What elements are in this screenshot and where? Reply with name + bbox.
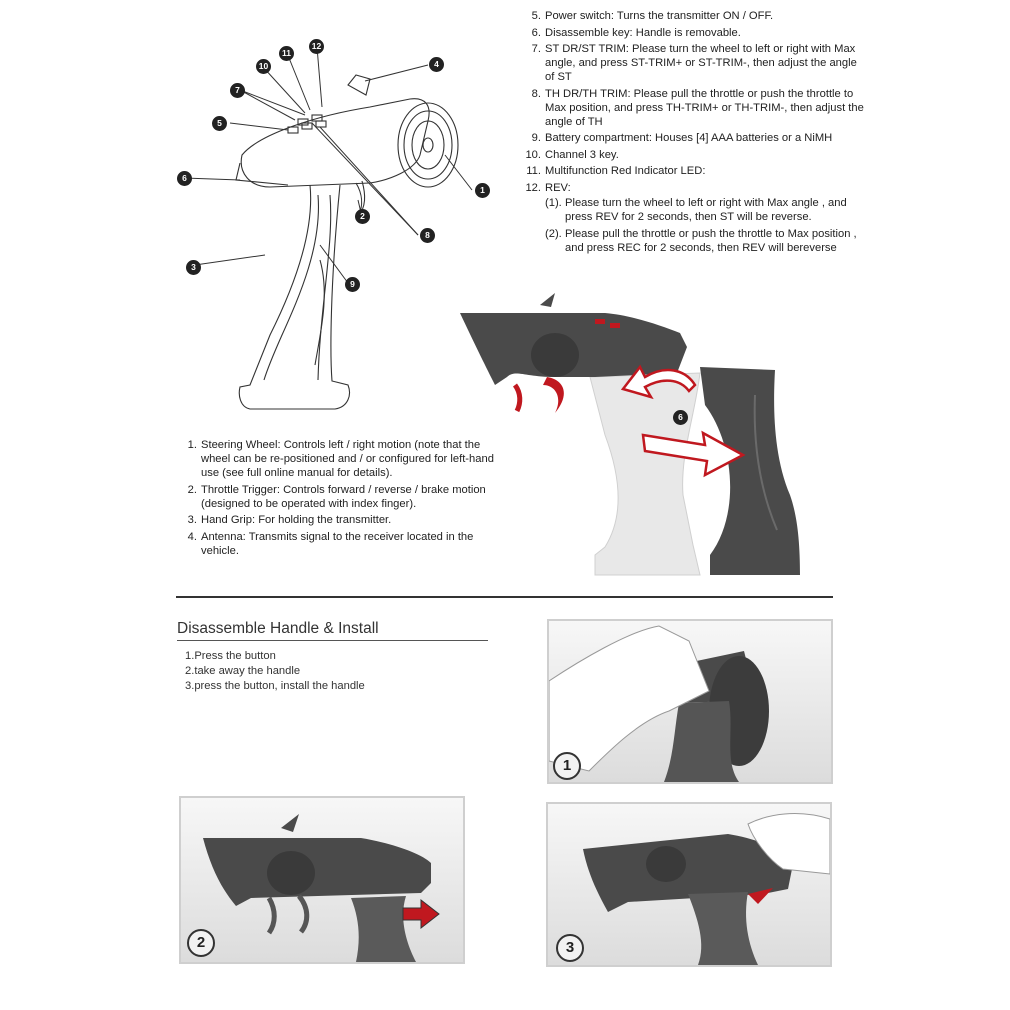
list-item: 8. TH DR/TH TRIM: Please pull the throttle or push the throttle to Max position, and press TH-TRIM+ or TH-TRIM-, then adjust the angle of TH (531, 87, 864, 128)
step-item: 1.Press the button (185, 650, 276, 662)
list-item: 3. Hand Grip: For holding the transmitter. (187, 514, 392, 526)
list-item: 12. REV: (1). Please turn the wheel to left or right with Max angle , and press REV for 2 seconds, then ST will be reverse. (2). Please pull the throttle or push the throttle to Max position , and press REC for 2 seconds, then REV will bereverse (523, 181, 868, 255)
step-1-photo (547, 619, 833, 784)
list-item: (2). Please pull the throttle or push the throttle to Max position , and press REC for 2 seconds, then REV will bereverse (545, 227, 857, 254)
list-item: 9. Battery compartment: Houses [4] AAA batteries or a NiMH (531, 132, 833, 144)
list-item: 6. Disassemble key: Handle is removable. (531, 26, 741, 39)
section-divider (176, 596, 833, 598)
callout-6: 6 (177, 171, 192, 186)
list-item: (1). Please turn the wheel to left or right with Max angle , and press REV for 2 seconds, then ST will be reverse. (545, 196, 847, 223)
list-item: 4. Antenna: Transmits signal to the receiver located in the vehicle. (187, 530, 474, 557)
callout-9: 9 (345, 277, 360, 292)
callout-7: 7 (230, 83, 245, 98)
handle-swap-illustration (455, 285, 835, 580)
callout-4: 4 (429, 57, 444, 72)
callout-10: 10 (256, 59, 271, 74)
list-item: 1. Steering Wheel: Controls left / right motion (note that the wheel can be re-positioned and / or configured for left-hand use (see full online manual for details). (187, 439, 494, 479)
callout-1: 1 (475, 183, 490, 198)
step-badge-1: 1 (553, 752, 581, 780)
feature-list-right (523, 9, 868, 258)
step-item: 2.take away the handle (185, 665, 301, 677)
callout-3: 3 (186, 260, 201, 275)
step-3-photo (546, 802, 832, 967)
list-item: 2. Throttle Trigger: Controls forward / reverse / brake motion (designed to be operated with index finger). (187, 483, 486, 510)
install-steps (185, 649, 365, 694)
callout-11: 11 (279, 46, 294, 61)
callout-5: 5 (212, 116, 227, 131)
step-badge-3: 3 (556, 934, 584, 962)
transmitter-line-diagram (170, 35, 500, 420)
step-item: 3.press the button, install the handle (185, 680, 365, 692)
swap-callout-6: 6 (673, 410, 688, 425)
step-2-photo (179, 796, 465, 964)
feature-list-left (179, 438, 494, 560)
list-item: 11. Multifunction Red Indicator LED: (526, 165, 706, 177)
callout-8: 8 (420, 228, 435, 243)
rev-sublist (545, 196, 868, 255)
step-badge-2: 2 (187, 929, 215, 957)
callout-12: 12 (309, 39, 324, 54)
title-underline (177, 640, 488, 641)
list-item: 10. Channel 3 key. (525, 148, 619, 161)
list-item: 5. Power switch: Turns the transmitter ON / OFF. (531, 10, 774, 22)
section-title: Disassemble Handle & Install (177, 620, 379, 637)
list-item: 7. ST DR/ST TRIM: Please turn the wheel to left or right with Max angle, and press ST-TRIM+ or ST-TRIM-, then adjust the angle of ST (531, 43, 857, 83)
callout-2: 2 (355, 209, 370, 224)
